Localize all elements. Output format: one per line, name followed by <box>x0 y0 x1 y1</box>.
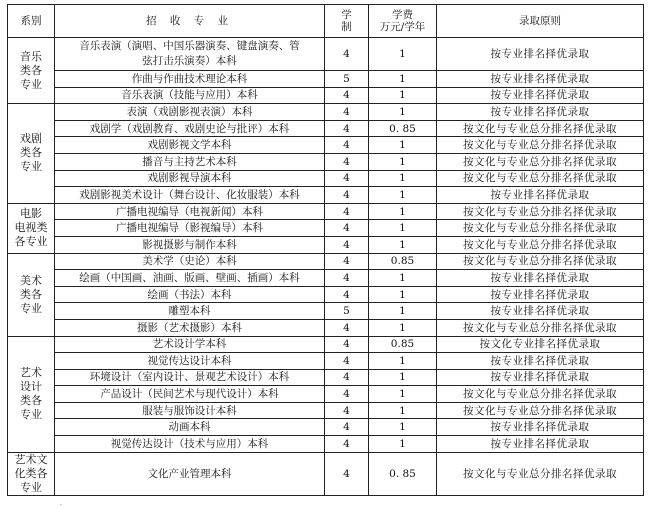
major-cell <box>55 187 325 204</box>
fee-cell: 1 <box>369 419 437 436</box>
years-cell: 4 <box>325 402 369 419</box>
category-cell <box>8 203 55 253</box>
fee-cell: 0.85 <box>369 336 437 353</box>
fee-cell: 0.85 <box>369 253 437 270</box>
rule-cell: 按文化与专业总分排名择优录取 <box>437 220 644 237</box>
table-row <box>8 286 644 303</box>
major-name-line: 动画本科 <box>168 421 211 434</box>
major-cell <box>55 170 325 187</box>
table-row <box>8 38 644 71</box>
category-name-line: 专业 <box>20 77 42 91</box>
years-cell: 5 <box>325 303 369 320</box>
header-fee-line1: 学费 <box>392 9 413 21</box>
table-row <box>8 170 644 187</box>
fee-cell: 1 <box>369 236 437 253</box>
rule-cell: 按专业排名择优录取 <box>437 38 644 71</box>
table-row <box>8 187 644 204</box>
fee-cell: 1 <box>369 319 437 336</box>
years-cell: 4 <box>325 253 369 270</box>
table-row <box>8 236 644 253</box>
category-cell <box>8 452 55 495</box>
years-cell: 4 <box>325 452 369 495</box>
rule-cell: 按专业排名择优录取 <box>437 419 644 436</box>
category-name-line: 各专业 <box>14 235 48 249</box>
major-name-line: 视觉传达设计（技术与应用）本科 <box>110 437 269 450</box>
years-cell: 4 <box>325 170 369 187</box>
category-name-line: 音乐 <box>20 49 42 63</box>
admissions-table <box>7 4 644 496</box>
major-cell <box>55 87 325 104</box>
rule-cell: 按文化与专业总分排名择优录取 <box>437 253 644 270</box>
category-cell <box>8 253 55 336</box>
major-name-line: 绘画（书法）本科 <box>147 288 232 301</box>
table-row <box>8 153 644 170</box>
major-name-line: 播音与主持艺术本科 <box>142 155 237 168</box>
fee-cell: 1 <box>369 270 437 287</box>
fee-cell: 1 <box>369 187 437 204</box>
fee-cell: 1 <box>369 386 437 403</box>
table-row <box>8 220 644 237</box>
major-name-line: 摄影（艺术摄影）本科 <box>137 321 242 334</box>
years-cell: 4 <box>325 386 369 403</box>
years-cell: 4 <box>325 369 369 386</box>
table-row <box>8 386 644 403</box>
table-row <box>8 436 644 453</box>
category-name-line: 类各 <box>20 63 42 77</box>
years-cell: 4 <box>325 419 369 436</box>
fee-cell: 1 <box>369 87 437 104</box>
major-name-line: 艺术设计学本科 <box>152 338 227 351</box>
header-fee-line2: 万元/学年 <box>379 21 426 33</box>
years-cell: 4 <box>325 187 369 204</box>
header-years-line2: 制 <box>341 21 352 33</box>
major-cell <box>55 336 325 353</box>
category-name-line: 美术 <box>20 273 42 287</box>
fee-cell: 1 <box>369 220 437 237</box>
table-row <box>8 303 644 320</box>
rule-cell: 按文化与专业总分排名择优录取 <box>437 153 644 170</box>
table-row <box>8 419 644 436</box>
category-name-line: 类各 <box>20 146 42 160</box>
category-name-line: 艺术 <box>20 366 42 380</box>
major-name-line: 戏剧影视美术设计（舞台设计、化妆服装）本科 <box>79 188 300 201</box>
years-cell: 4 <box>325 353 369 370</box>
major-name-line: 音乐表演（演唱、中国乐器演奏、键盘演奏、管 <box>79 40 300 52</box>
category-name-line: 设计 <box>20 380 42 394</box>
table-row <box>8 71 644 88</box>
category-cell <box>8 336 55 452</box>
category-name-line: 化类各 <box>14 466 48 480</box>
major-name-line: 雕塑本科 <box>168 305 211 318</box>
major-name-line: 弦打击乐演奏）本科 <box>142 55 237 67</box>
major-name-line: 绘画（中国画、油画、版画、壁画、插画）本科 <box>79 271 300 284</box>
major-cell <box>55 436 325 453</box>
fee-cell: 0. 85 <box>369 452 437 495</box>
major-cell <box>55 71 325 88</box>
major-cell <box>55 220 325 237</box>
rule-cell: 按专业排名择优录取 <box>437 303 644 320</box>
rule-cell: 按专业排名择优录取 <box>437 286 644 303</box>
category-name-line: 专业 <box>20 480 42 494</box>
table-row <box>8 402 644 419</box>
fee-cell: 1 <box>369 369 437 386</box>
major-cell <box>55 38 325 71</box>
fee-cell: 1 <box>369 203 437 220</box>
rule-cell: 按专业排名择优录取 <box>437 104 644 121</box>
header-major: 招 收 专 业 <box>55 5 325 38</box>
category-name-line: 电影 <box>20 207 42 221</box>
category-cell <box>8 38 55 104</box>
category-name-line: 类各 <box>20 287 42 301</box>
years-cell: 4 <box>325 319 369 336</box>
major-name-line: 视觉传达设计本科 <box>147 354 232 367</box>
category-name-line: 专业 <box>20 301 42 315</box>
rule-cell: 按专业排名择优录取 <box>437 87 644 104</box>
major-cell <box>55 386 325 403</box>
rule-cell: 按专业排名择优录取 <box>437 71 644 88</box>
fee-cell: 1 <box>369 303 437 320</box>
major-cell <box>55 253 325 270</box>
fee-cell: 1 <box>369 137 437 154</box>
table-row <box>8 120 644 137</box>
fee-cell: 1 <box>369 104 437 121</box>
rule-cell: 按专业排名择优录取 <box>437 187 644 204</box>
years-cell: 4 <box>325 104 369 121</box>
fee-cell: 1 <box>369 286 437 303</box>
header-row <box>8 5 644 38</box>
years-cell: 4 <box>325 87 369 104</box>
table-row <box>8 137 644 154</box>
major-cell <box>55 369 325 386</box>
major-name-line: 作曲与作曲技术理论本科 <box>131 72 248 85</box>
major-cell <box>55 402 325 419</box>
category-name-line: 专业 <box>20 160 42 174</box>
fee-cell: 1 <box>369 402 437 419</box>
major-name-line: 服装与服饰设计本科 <box>142 404 237 417</box>
years-cell: 4 <box>325 220 369 237</box>
table-body <box>8 38 644 496</box>
major-name-line: 产品设计（民间艺术与现代设计）本科 <box>100 388 279 401</box>
fee-cell: 1 <box>369 38 437 71</box>
years-cell: 4 <box>325 286 369 303</box>
category-name-line: 戏剧 <box>20 132 42 146</box>
fee-cell: 1 <box>369 170 437 187</box>
table-row <box>8 353 644 370</box>
table-row <box>8 369 644 386</box>
major-name-line: 美术学（史论）本科 <box>142 255 237 268</box>
major-cell <box>55 286 325 303</box>
rule-cell: 按文化与专业总分排名择优录取 <box>437 236 644 253</box>
header-years <box>325 5 369 38</box>
major-cell <box>55 452 325 495</box>
major-cell <box>55 153 325 170</box>
rule-cell: 按文化与专业总分排名择优录取 <box>437 203 644 220</box>
major-name-line: 影视摄影与制作本科 <box>142 238 237 251</box>
table-row <box>8 104 644 121</box>
major-name-line: 广播电视编导（电视新闻）本科 <box>116 205 263 218</box>
fee-cell: 1 <box>369 436 437 453</box>
rule-cell: 按专业排名择优录取 <box>437 369 644 386</box>
table-row <box>8 270 644 287</box>
years-cell: 5 <box>325 71 369 88</box>
major-cell <box>55 270 325 287</box>
table-row <box>8 319 644 336</box>
years-cell: 4 <box>325 336 369 353</box>
header-category: 系别 <box>8 5 55 38</box>
category-name-line: 专业 <box>20 408 42 422</box>
years-cell: 4 <box>325 120 369 137</box>
major-name-line: 表演（戏剧影视表演）本科 <box>126 105 253 118</box>
major-cell <box>55 303 325 320</box>
fee-cell: 1 <box>369 353 437 370</box>
rule-cell: 按文化与专业总分排名择优录取 <box>437 319 644 336</box>
major-cell <box>55 319 325 336</box>
major-cell <box>55 419 325 436</box>
major-name-line: 环境设计（室内设计、景观艺术设计）本科 <box>89 371 290 384</box>
major-cell <box>55 137 325 154</box>
major-name-line: 广播电视编导（影视编导）本科 <box>116 222 263 235</box>
major-name-line: 音乐表演（技能与应用）本科 <box>121 89 258 102</box>
rule-cell: 按专业排名择优录取 <box>437 436 644 453</box>
fee-cell: 0. 85 <box>369 120 437 137</box>
category-name-line: 电视类 <box>14 221 48 235</box>
table-row <box>8 87 644 104</box>
rule-cell: 按文化与专业总分排名择优录取 <box>437 386 644 403</box>
header-rule: 录取原则 <box>437 5 644 38</box>
table-row <box>8 203 644 220</box>
major-cell <box>55 353 325 370</box>
header-fee <box>369 5 437 38</box>
major-name-line: 戏剧影视导演本科 <box>147 172 232 185</box>
major-cell <box>55 236 325 253</box>
years-cell: 4 <box>325 137 369 154</box>
table-row <box>8 452 644 495</box>
major-cell <box>55 120 325 137</box>
years-cell: 4 <box>325 270 369 287</box>
years-cell: 4 <box>325 203 369 220</box>
fee-cell: 1 <box>369 153 437 170</box>
major-name-line: 戏剧影视文学本科 <box>147 139 232 152</box>
major-cell <box>55 203 325 220</box>
rule-cell: 按文化与专业总分排名择优录取 <box>437 137 644 154</box>
table-row <box>8 336 644 353</box>
category-name-line: 艺术文 <box>14 452 48 466</box>
major-cell <box>55 104 325 121</box>
major-name-line: 文化产业管理本科 <box>147 467 232 480</box>
table-row <box>8 253 644 270</box>
rule-cell: 按文化与专业总分排名择优录取 <box>437 120 644 137</box>
rule-cell: 按文化与专业总分排名择优录取 <box>437 170 644 187</box>
years-cell: 4 <box>325 153 369 170</box>
category-cell <box>8 104 55 204</box>
rule-cell: 按文化专业排名择优录取 <box>437 336 644 353</box>
rule-cell: 按文化与专业总分排名择优录取 <box>437 402 644 419</box>
header-years-line1: 学 <box>341 9 352 21</box>
rule-cell: 按专业排名择优录取 <box>437 353 644 370</box>
years-cell: 4 <box>325 38 369 71</box>
rule-cell: 按专业排名择优录取 <box>437 270 644 287</box>
major-name-line: 戏剧学（戏剧教育、戏剧史论与批评）本科 <box>89 122 290 135</box>
footnote-mark: · <box>60 502 62 509</box>
years-cell: 4 <box>325 236 369 253</box>
rule-cell: 按文化与专业总分排名择优录取 <box>437 452 644 495</box>
category-name-line: 类各 <box>20 394 42 408</box>
years-cell: 4 <box>325 436 369 453</box>
fee-cell: 1 <box>369 71 437 88</box>
